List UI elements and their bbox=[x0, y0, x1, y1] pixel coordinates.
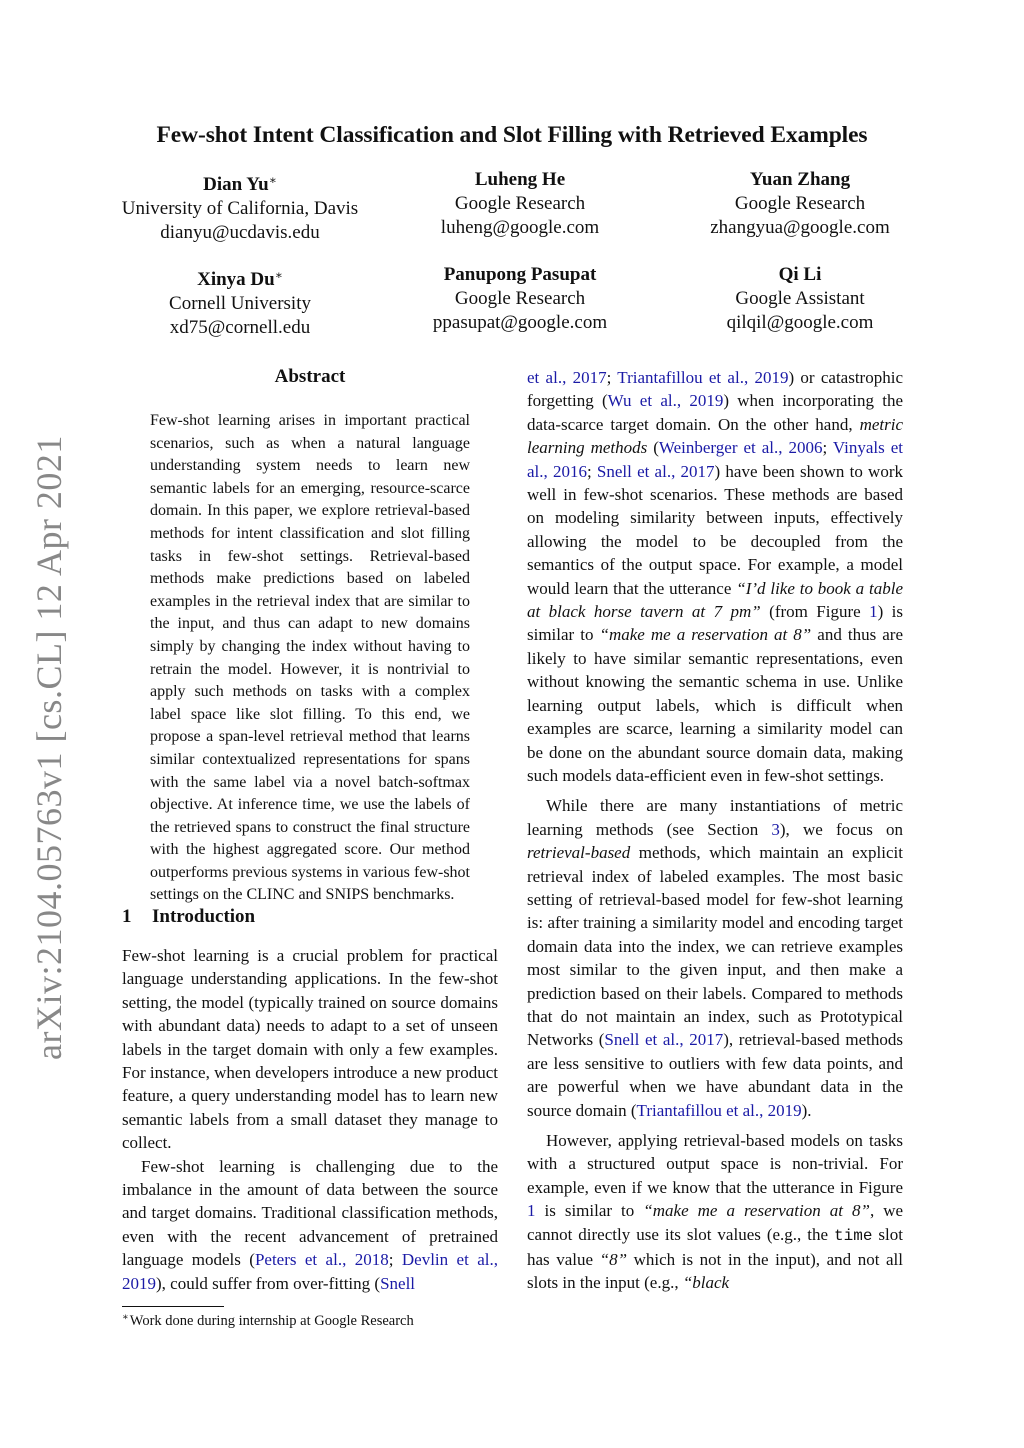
footnote-text: Work done during internship at Google Research bbox=[129, 1313, 414, 1329]
author-name: Qi Li bbox=[778, 264, 822, 285]
author-name: Panupong Pasupat bbox=[443, 264, 597, 285]
author-block bbox=[100, 168, 380, 245]
paragraph: et al., 2017; Triantafillou et al., 2019) or catastrophic forgetting (Wu et al., 2019) when incorporating the data-scarce target domain. On the other hand, metric learning methods (Weinberger et al., 2006; Vinyals et al., 2016; Snell et al., 2017) have been shown to work well in few-shot scenarios. These methods are based on modeling similarity between inputs, effectively allowing the model to be decoupled from the semantics of the output space. For example, a model would learn that the utterance “I’d like to book a table at black horse tavern at 7 pm” (from Figure 1) is similar to “make me a reservation at 8” and thus are likely to have similar semantic representations, even without knowing the semantic schema in use. Unlike learning output labels, which is difficult when examples are scarce, learning a similarity model can be done on the abundant source domain data, making such models data-efficient even in few-shot settings. bbox=[527, 368, 904, 785]
citation-link[interactable]: Vinyals et al., 2016 bbox=[527, 438, 903, 481]
citation-link[interactable]: Snell bbox=[380, 1273, 416, 1293]
paragraph: However, applying retrieval-based models on tasks with a structured output space is non-trivial. For example, even if we know that the utterance in Figure 1 is similar to “make me a reservation at 8”, we cannot directly use its slot values (e.g., the time slot has value “8” which is not in the input), and not all slots in the input (e.g., “black bbox=[527, 1131, 904, 1293]
left-column bbox=[122, 944, 498, 1295]
right-column bbox=[527, 366, 903, 1295]
author-name: Xinya Du∗ bbox=[197, 268, 283, 290]
footnote-mark: ∗ bbox=[122, 1312, 129, 1323]
author-affiliation: Google Research bbox=[734, 193, 866, 214]
author-block bbox=[660, 168, 940, 245]
abstract-text: Few-shot learning arises in important practical scenarios, such as when a natural language understanding system needs to learn new semantic labels for an emerging, resource-scarce domain. In this paper, we explore retrieval-based methods for intent classification and slot filling tasks in few-shot settings. Retrieval-based methods make predictions based on labeled examples in the retrieval index that are similar to the input, and thus can adapt to new domains simply by changing the index without having to retrain the model. However, it is nontrivial to apply such methods on tasks with a complex label space like slot filling. To this end, we propose a span-level retrieval method that learns similar contextualized representations for spans with the same label via a novel batch-softmax objective. At inference time, we use the labels of the retrieved spans to construct the final structure with the highest aggregated score. Our method outperforms previous systems in various few-shot settings on the CLINC and SNIPS benchmarks. bbox=[150, 412, 470, 904]
figure-ref-link[interactable]: 1 bbox=[869, 602, 878, 622]
author-name: Yuan Zhang bbox=[749, 169, 851, 190]
citation-link[interactable]: Snell et al., 2017 bbox=[604, 1030, 724, 1050]
footnote bbox=[122, 1312, 502, 1330]
citation-link[interactable]: Snell et al., 2017 bbox=[596, 461, 715, 481]
author-email: zhangyua@google.com bbox=[710, 217, 890, 238]
paper-title: Few-shot Intent Classification and Slot Filling with Retrieved Examples bbox=[156, 122, 868, 148]
figure-ref-link[interactable]: 1 bbox=[527, 1201, 536, 1221]
author-affiliation: Google Research bbox=[454, 193, 586, 214]
section-number: 1 bbox=[122, 906, 132, 927]
paragraph: Few-shot learning is challenging due to the imbalance in the amount of data between the source and target domains. Traditional classification methods, even with the recent advancement of pretrained language models (Peters et al., 2018; Devlin et al., 2019), could suffer from over-fitting (Snell bbox=[122, 1156, 498, 1293]
author-block bbox=[100, 263, 380, 340]
author-email: qilqil@google.com bbox=[726, 312, 874, 333]
section-ref-link[interactable]: 3 bbox=[771, 819, 780, 839]
code-token: time bbox=[834, 1226, 873, 1245]
author-name: Luheng He bbox=[474, 169, 566, 190]
section-title: Introduction bbox=[152, 906, 256, 927]
footnote-divider bbox=[122, 1306, 224, 1307]
author-block bbox=[380, 168, 660, 245]
author-block bbox=[660, 263, 940, 340]
author-email: ppasupat@google.com bbox=[432, 312, 608, 333]
author-email: xd75@cornell.edu bbox=[169, 317, 311, 338]
author-affiliation: Google Research bbox=[454, 288, 586, 309]
citation-link[interactable]: et al., 2017 bbox=[527, 368, 607, 387]
section-heading bbox=[122, 906, 502, 928]
author-affiliation: Google Assistant bbox=[735, 288, 865, 309]
author-affiliation: Cornell University bbox=[169, 293, 311, 314]
author-row-2 bbox=[100, 263, 940, 340]
author-affiliation: University of California, Davis bbox=[121, 198, 359, 219]
citation-link[interactable]: Triantafillou et al., 2019 bbox=[636, 1100, 802, 1120]
citation-link[interactable]: Peters et al., 2018 bbox=[254, 1250, 389, 1270]
paragraph: Few-shot learning is a crucial problem for practical language understanding applications. In the few-shot setting, the model (typically trained on source domains with abundant data) needs to adapt to a set of unseen labels in the target domain with only a few examples. For instance, when developers introduce a new product feature, a query understanding model has to learn new semantic labels from a small dataset they manage to collect. bbox=[122, 946, 498, 1153]
author-block bbox=[380, 263, 660, 340]
citation-link[interactable]: Triantafillou et al., 2019 bbox=[617, 368, 789, 387]
abstract-heading: Abstract bbox=[274, 366, 346, 387]
author-row-1 bbox=[100, 168, 940, 245]
author-email: luheng@google.com bbox=[440, 217, 600, 238]
author-name: Dian Yu∗ bbox=[203, 173, 277, 195]
citation-link[interactable]: Devlin et al., 2019 bbox=[122, 1250, 498, 1293]
citation-link[interactable]: Wu et al., 2019 bbox=[607, 391, 724, 411]
arxiv-stamp: arXiv:2104.05763v1 [cs.CL] 12 Apr 2021 bbox=[29, 435, 69, 1060]
author-email: dianyu@ucdavis.edu bbox=[160, 222, 320, 243]
citation-link[interactable]: Weinberger et al., 2006 bbox=[658, 438, 823, 458]
paragraph: While there are many instantiations of metric learning methods (see Section 3), we focus on retrieval-based methods, which maintain an explicit retrieval index of labeled examples. The most basic setting of retrieval-based model for few-shot learning is: after training a similarity model and encoding target domain data into the index, we can retrieve examples most similar to the given input, and then make a prediction based on their labels. Compared to methods that do not maintain an index, such as Prototypical Networks (Snell et al., 2017), retrieval-based methods are less sensitive to outliers with few data points, and are powerful when we have abundant data in the source domain (Triantafillou et al., 2019). bbox=[527, 796, 904, 1120]
